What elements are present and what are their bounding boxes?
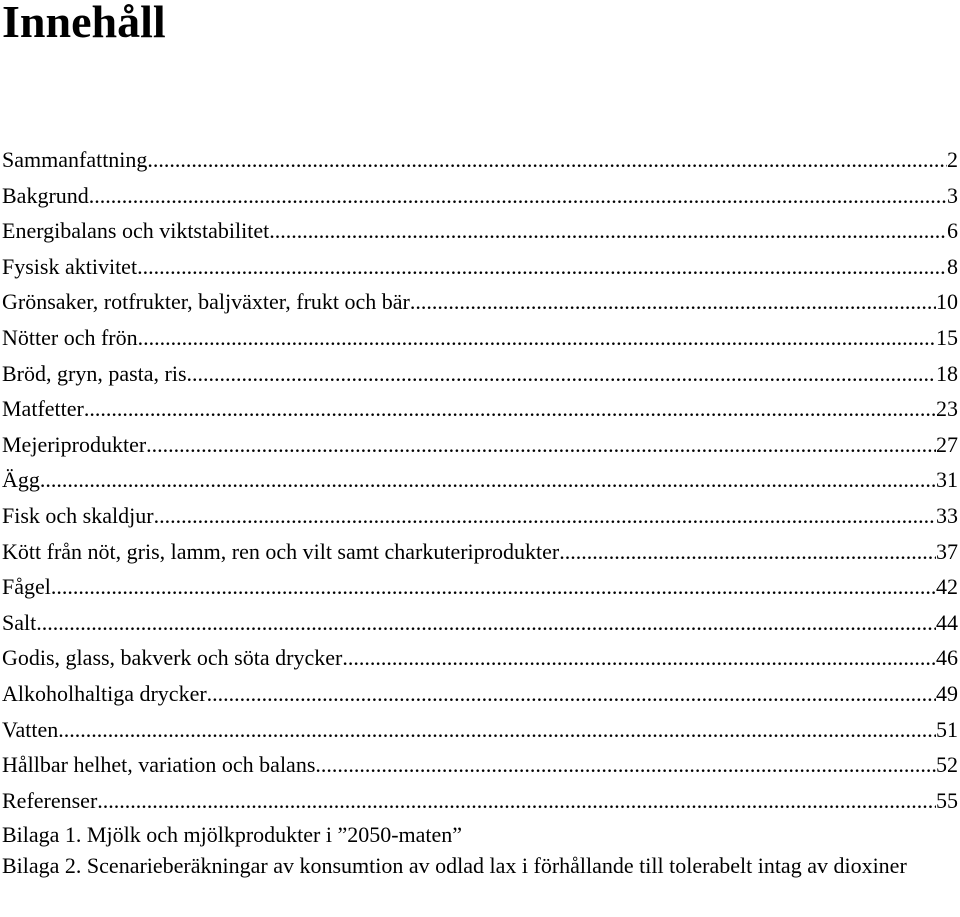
toc-entry[interactable] — [2, 783, 958, 819]
toc-entry-title: Bröd, gryn, pasta, ris — [2, 360, 187, 386]
toc-entry-title: Vatten — [2, 716, 59, 742]
toc-page-number: 31 — [936, 467, 958, 493]
toc-page-number: 3 — [947, 182, 958, 208]
toc-entry[interactable] — [2, 284, 958, 320]
toc-entry-title: Fysisk aktivitet — [2, 253, 138, 279]
toc-entry-title: Grönsaker, rotfrukter, baljväxter, frukt och bär — [2, 289, 410, 315]
toc-entry[interactable] — [2, 712, 958, 748]
toc-dot-leader — [89, 178, 947, 214]
toc-entry-title: Alkoholhaltiga drycker — [2, 680, 207, 706]
toc-entry-title: Bakgrund — [2, 182, 89, 208]
toc-entry[interactable] — [2, 427, 958, 463]
page-title: Innehåll — [2, 0, 166, 47]
toc-page-number: 51 — [936, 716, 958, 742]
toc-entry[interactable] — [2, 320, 958, 356]
toc-dot-leader — [154, 498, 936, 534]
toc-entry[interactable] — [2, 356, 958, 392]
toc-page-number: 44 — [936, 609, 958, 635]
appendix-entry[interactable]: Bilaga 2. Scenarieberäkningar av konsumtion av odlad lax i förhållande till tolerabelt intag av dioxiner — [2, 853, 907, 879]
toc-page-number: 46 — [936, 645, 958, 671]
toc-entry[interactable] — [2, 569, 958, 605]
table-of-contents — [2, 142, 958, 880]
toc-page-number: 23 — [936, 396, 958, 422]
toc-entry-title: Godis, glass, bakverk och söta drycker — [2, 645, 343, 671]
toc-page-number: 10 — [936, 289, 958, 315]
toc-dot-leader — [138, 320, 936, 356]
toc-dot-leader — [51, 569, 936, 605]
toc-entry-title: Fågel — [2, 574, 51, 600]
toc-entry[interactable] — [2, 213, 958, 249]
toc-entry-title: Fisk och skaldjur — [2, 502, 154, 528]
toc-entry-title: Matfetter — [2, 396, 84, 422]
toc-entry-title: Referenser — [2, 787, 98, 813]
toc-entry[interactable] — [2, 747, 958, 783]
toc-dot-leader — [58, 712, 936, 748]
toc-page-number: 8 — [947, 253, 958, 279]
toc-entry-title: Energibalans och viktstabilitet — [2, 218, 270, 244]
toc-dot-leader — [146, 427, 936, 463]
toc-entry[interactable] — [2, 640, 958, 676]
toc-page-number: 52 — [936, 752, 958, 778]
toc-entry-title: Hållbar helhet, variation och balans — [2, 752, 316, 778]
toc-dot-leader — [269, 213, 947, 249]
toc-entry-title: Kött från nöt, gris, lamm, ren och vilt samt charkuteriprodukter — [2, 538, 560, 564]
toc-page-number: 15 — [936, 324, 958, 350]
toc-entry-title: Mejeriprodukter — [2, 431, 147, 457]
toc-entry[interactable] — [2, 498, 958, 534]
toc-page-number: 18 — [936, 360, 958, 386]
toc-page-number: 37 — [936, 538, 958, 564]
appendix-entry[interactable]: Bilaga 1. Mjölk och mjölkprodukter i ”2050-maten” — [2, 822, 463, 848]
toc-page-number: 55 — [936, 787, 958, 813]
toc-entry[interactable] — [2, 676, 958, 712]
toc-dot-leader — [315, 747, 936, 783]
toc-entry[interactable] — [2, 391, 958, 427]
toc-dot-leader — [84, 391, 936, 427]
toc-entry-title: Sammanfattning — [2, 147, 148, 172]
toc-dot-leader — [187, 356, 936, 392]
toc-page-number: 49 — [936, 680, 958, 706]
toc-page-number: 33 — [936, 502, 958, 528]
toc-dot-leader — [410, 284, 936, 320]
toc-entry-title: Salt — [2, 609, 37, 635]
toc-dot-leader — [137, 249, 947, 285]
toc-page-number: 6 — [947, 218, 958, 244]
toc-entry[interactable] — [2, 534, 958, 570]
toc-entry[interactable] — [2, 249, 958, 285]
toc-entry[interactable] — [2, 605, 958, 641]
toc-page-number: 27 — [936, 431, 958, 457]
toc-dot-leader — [97, 783, 936, 819]
toc-entry-title: Nötter och frön — [2, 324, 138, 350]
toc-page-number: 2 — [947, 147, 958, 172]
toc-dot-leader — [36, 605, 936, 641]
toc-dot-leader — [40, 462, 936, 498]
toc-entry[interactable] — [2, 142, 958, 178]
toc-entry[interactable] — [2, 462, 958, 498]
toc-dot-leader — [147, 142, 947, 178]
toc-entry-title: Ägg — [2, 467, 40, 493]
toc-entry[interactable] — [2, 178, 958, 214]
toc-dot-leader — [342, 640, 936, 676]
toc-page-number: 42 — [936, 574, 958, 600]
toc-dot-leader — [559, 534, 936, 570]
toc-dot-leader — [207, 676, 936, 712]
